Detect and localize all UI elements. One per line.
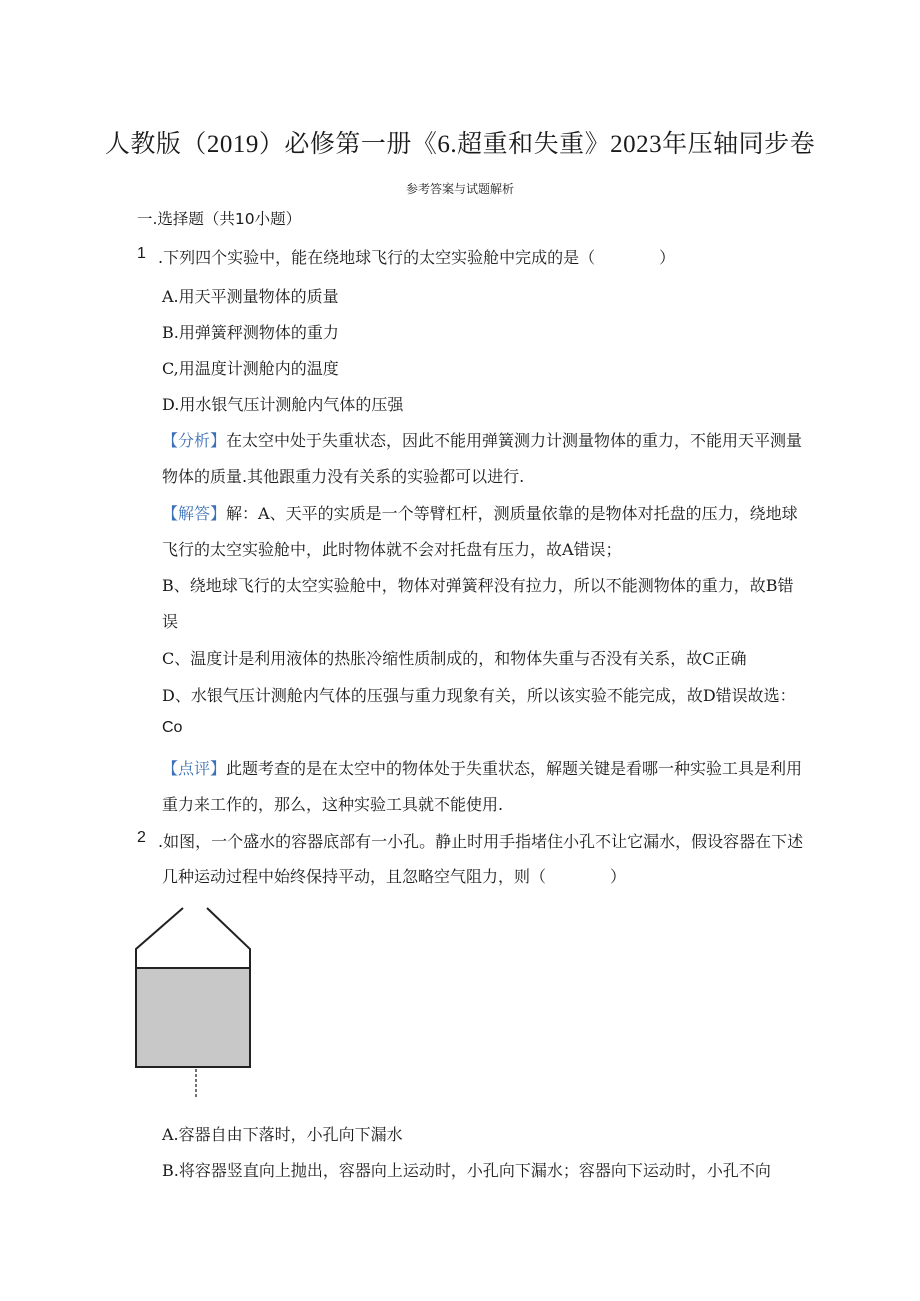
container-water xyxy=(136,968,250,1067)
question-1-option-d: D.用水银气压计测舱内气体的压强 xyxy=(162,395,404,414)
analysis-tag: 【分析】 xyxy=(162,431,227,450)
question-2-number: 2 xyxy=(137,829,146,846)
question-2-option-a: A.容器自由下落时，小孔向下漏水 xyxy=(162,1125,403,1144)
analysis-line-1: 在太空中处于失重状态，因此不能用弹簧测力计测量物体的重力，不能用天平测量 xyxy=(226,431,803,450)
document-subtitle: 参考答案与试题解析 xyxy=(405,182,514,196)
container-right-wall xyxy=(207,908,250,968)
answer-line-1: 解：A、天平的实质是一个等臂杠杆，测质量依靠的是物体对托盘的压力，绕地球 xyxy=(226,504,798,523)
question-2-stem-line-2: 几种运动过程中始终保持平动，且忽略空气阻力，则（ ） xyxy=(162,867,627,886)
section-heading: 一.选择题（共10小题） xyxy=(137,210,302,228)
document-title: 人教版（2019）必修第一册《6.超重和失重》2023年压轴同步卷 xyxy=(104,131,816,158)
question-1-stem: .下列四个实验中，能在绕地球飞行的太空实验舱中完成的是（ ） xyxy=(158,248,676,267)
answer-line-4: 误 xyxy=(162,612,179,631)
question-2-option-b: B.将容器竖直向上抛出，容器向上运动时，小孔向下漏水；容器向下运动时，小孔不向 xyxy=(162,1161,771,1180)
answer-paragraph xyxy=(162,501,798,524)
container-left-wall xyxy=(136,908,183,968)
analysis-paragraph xyxy=(162,428,802,451)
question-1-option-c: C,用温度计测舱内的温度 xyxy=(162,359,339,378)
answer-line-3: B、绕地球飞行的太空实验舱中，物体对弹簧秤没有拉力，所以不能测物体的重力，故B错 xyxy=(162,576,794,595)
container-figure xyxy=(134,905,259,1100)
question-2-stem-line-1: .如图，一个盛水的容器底部有一小孔。静止时用手指堵住小孔不让它漏水，假设容器在下述 xyxy=(158,832,804,851)
answer-line-5: C、温度计是利用液体的热胀冷缩性质制成的，和物体失重与否没有关系，故C正确 xyxy=(162,649,747,668)
question-1-number: 1 xyxy=(137,245,146,262)
answer-tag: 【解答】 xyxy=(162,504,227,523)
comment-tag: 【点评】 xyxy=(162,759,227,778)
answer-line-7: Co xyxy=(162,719,183,736)
comment-line-2: 重力来工作的，那么，这种实验工具就不能使用. xyxy=(162,795,504,814)
comment-paragraph xyxy=(162,756,802,779)
analysis-line-2: 物体的质量.其他跟重力没有关系的实验都可以进行. xyxy=(162,467,525,486)
question-1-option-b: B.用弹簧秤测物体的重力 xyxy=(162,323,339,342)
answer-line-2: 飞行的太空实验舱中，此时物体就不会对托盘有压力，故A错误； xyxy=(162,540,622,559)
answer-line-6: D、水银气压计测舱内气体的压强与重力现象有关，所以该实验不能完成，故D错误故选： xyxy=(162,686,796,705)
question-1-option-a: A.用天平测量物体的质量 xyxy=(162,287,339,306)
comment-line-1: 此题考查的是在太空中的物体处于失重状态，解题关键是看哪一种实验工具是利用 xyxy=(226,759,803,778)
